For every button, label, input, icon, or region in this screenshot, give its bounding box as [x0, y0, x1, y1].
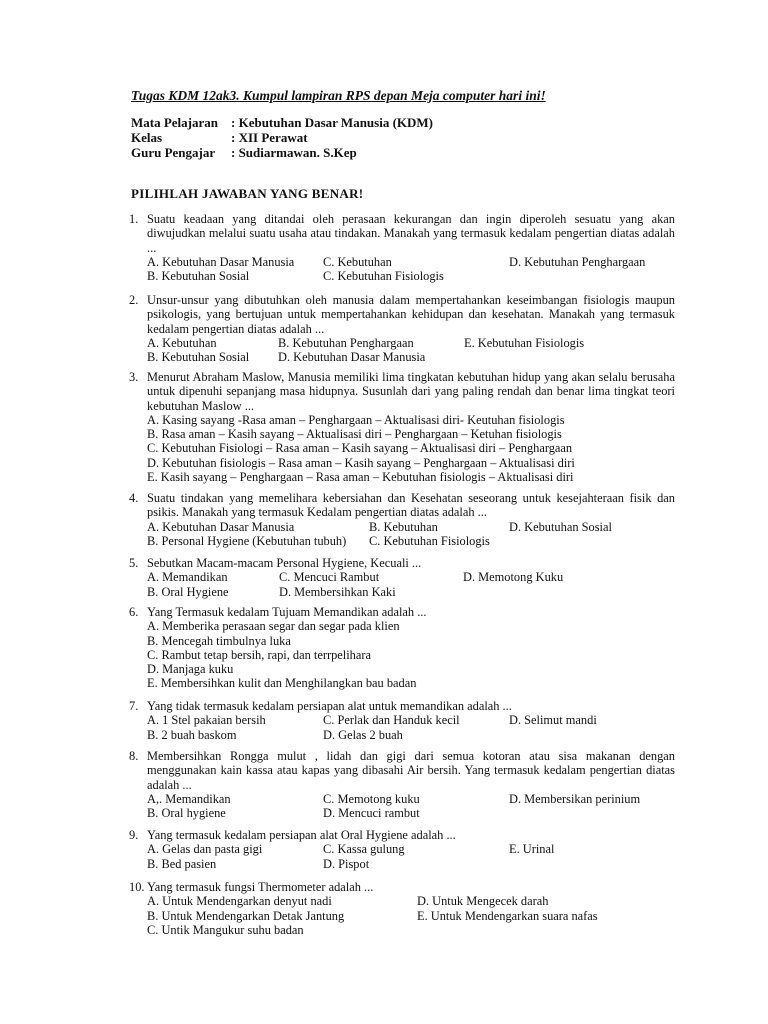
answer-row: [147, 634, 675, 648]
answer-option[interactable]: B. 2 buah baskom: [147, 727, 237, 742]
answer-row: [147, 728, 675, 742]
answer-options: [147, 619, 675, 690]
subject-value: : Kebutuhan Dasar Manusia (KDM): [231, 115, 434, 130]
question-number: 8.: [129, 749, 139, 763]
answer-option[interactable]: A. 1 Stel pakaian bersih: [147, 713, 266, 728]
question-text: Suatu keadaan yang ditandai oleh perasaan kekurangan dan ingin diperoleh sesuatu yang akan diwujudkan melalui suatu usaha atau tindakan. Manakah yang termasuk kedalam pengertian diatas adalah ...: [147, 212, 675, 255]
answer-row: [147, 923, 675, 937]
question-item: [129, 212, 675, 283]
answer-option[interactable]: C. Kebutuhan: [323, 254, 392, 269]
answer-row: [147, 806, 675, 820]
answer-row: [147, 470, 675, 484]
question-text: Sebutkan Macam-macam Personal Hygiene, Kecuali ...: [147, 556, 422, 570]
answer-row: [147, 441, 675, 455]
answer-option[interactable]: B. Kebutuhan Sosial: [147, 269, 250, 284]
answer-option[interactable]: D. Membersikan perinium: [509, 791, 641, 806]
subject-label: Mata Pelajaran: [131, 115, 219, 130]
question-item: [129, 605, 675, 691]
answer-row: [147, 676, 675, 690]
answer-options: [147, 520, 675, 549]
question-item: [129, 699, 675, 742]
answer-row: [147, 413, 675, 427]
answer-option[interactable]: B. Rasa aman – Kasih sayang – Aktualisasi diri – Penghargaan – Ketuhan fisiologis: [147, 427, 562, 442]
question-text: Menurut Abraham Maslow, Manusia memiliki lima tingkatan kebutuhan hidup yang akan selalu berusaha untuk dipenuhi sepanjang masa hidupnya. Susunlah dari yang paling rendah dan benar lima tingkat teori kebutuhan Maslow ...: [147, 370, 675, 413]
answer-row: [147, 909, 675, 923]
question-text: Yang Termasuk kedalam Tujuam Memandikan adalah ...: [147, 605, 427, 619]
question-number: 2.: [129, 293, 139, 307]
answer-option[interactable]: B. Kebutuhan Sosial: [147, 350, 250, 365]
question-item: [129, 293, 675, 364]
answer-option[interactable]: C. Kebutuhan Fisiologi – Rasa aman – Kasih sayang – Aktualisasi diri – Penghargaan: [147, 441, 573, 456]
question-item: [129, 491, 675, 548]
question-number: 6.: [129, 605, 139, 619]
answer-option[interactable]: B. Kebutuhan: [369, 519, 438, 534]
answer-option[interactable]: D. Manjaga kuku: [147, 662, 234, 677]
answer-option[interactable]: C. Memotong kuku: [323, 791, 420, 806]
teacher-label: Guru Pengajar: [131, 145, 216, 160]
answer-row: [147, 456, 675, 470]
answer-option[interactable]: D. Memotong Kuku: [463, 570, 564, 585]
answer-option[interactable]: A. Kebutuhan: [147, 335, 217, 350]
answer-option[interactable]: C. Rambut tetap bersih, rapi, dan terrpelihara: [147, 647, 371, 662]
answer-option[interactable]: D. Gelas 2 buah: [323, 727, 403, 742]
answer-options: [147, 894, 675, 937]
answer-option[interactable]: B. Bed pasien: [147, 856, 217, 871]
answer-row: [147, 857, 675, 871]
answer-option[interactable]: A,. Memandikan: [147, 791, 231, 806]
answer-option[interactable]: E. Kebutuhan Fisiologis: [464, 335, 585, 350]
answer-options: [147, 255, 675, 284]
answer-row: [147, 894, 675, 908]
answer-option[interactable]: D. Kebutuhan fisiologis – Rasa aman – Kasih sayang – Penghargaan – Aktualisasi diri: [147, 455, 575, 470]
answer-row: [147, 713, 675, 727]
class-value: : XII Perawat: [231, 130, 308, 145]
answer-option[interactable]: C. Kebutuhan Fisiologis: [369, 533, 490, 548]
answer-options: [147, 713, 675, 742]
question-number: 3.: [129, 370, 139, 384]
answer-options: [147, 336, 675, 365]
answer-option[interactable]: D. Kebutuhan Dasar Manusia: [278, 350, 426, 365]
question-text: Yang termasuk kedalam persiapan alat Oral Hygiene adalah ...: [147, 828, 456, 842]
answer-row: [147, 427, 675, 441]
answer-options: [147, 413, 675, 484]
answer-row: [147, 269, 675, 283]
answer-row: [147, 792, 675, 806]
assignment-title: Tugas KDM 12ak3. Kumpul lampiran RPS depan Meja computer hari ini!: [131, 88, 546, 103]
answer-options: [147, 792, 675, 821]
answer-row: [147, 350, 675, 364]
answer-option[interactable]: E. Urinal: [509, 842, 555, 857]
class-label: Kelas: [131, 130, 163, 145]
answer-option[interactable]: B. Personal Hygiene (Kebutuhan tubuh): [147, 533, 347, 548]
question-number: 1.: [129, 212, 139, 226]
question-item: [129, 370, 675, 484]
answer-options: [147, 842, 675, 871]
question-item: [129, 880, 675, 937]
question-text: Yang termasuk fungsi Thermometer adalah ...: [147, 880, 374, 894]
answer-option[interactable]: A. Memandikan: [147, 570, 228, 585]
answer-option[interactable]: D. Mencuci rambut: [323, 806, 420, 821]
answer-option[interactable]: B. Kebutuhan Penghargaan: [278, 335, 414, 350]
question-text: Suatu tindakan yang memelihara kebersiahan dan Kesehatan seseorang untuk kesejahteraan fisik dan psikis. Manakah yang termasuk Kedalam pengertian diatas adalah ...: [147, 491, 675, 520]
answer-option[interactable]: D. Kebutuhan Penghargaan: [509, 254, 646, 269]
answer-option[interactable]: E. Untuk Mendengarkan suara nafas: [417, 908, 598, 923]
question-number: 4.: [129, 491, 139, 505]
question-item: [129, 556, 675, 599]
question-item: [129, 749, 675, 820]
answer-row: [147, 662, 675, 676]
answer-row: [147, 585, 675, 599]
answer-options: [147, 570, 675, 599]
answer-row: [147, 255, 675, 269]
answer-option[interactable]: A. Gelas dan pasta gigi: [147, 842, 263, 857]
answer-option[interactable]: C. Untik Mangukur suhu badan: [147, 922, 304, 937]
answer-option[interactable]: D. Membersihkan Kaki: [279, 584, 396, 599]
answer-option[interactable]: E. Kasih sayang – Penghargaan – Rasa aman – Kebutuhan fisiologis – Aktualisasi diri: [147, 470, 574, 485]
answer-row: [147, 842, 675, 856]
question-number: 7.: [129, 699, 139, 713]
answer-option[interactable]: D. Untuk Mengecek darah: [417, 894, 549, 909]
question-item: [129, 828, 675, 871]
answer-option[interactable]: D. Kebutuhan Sosial: [509, 519, 612, 534]
question-number: 10.: [129, 880, 145, 894]
answer-row: [147, 336, 675, 350]
question-text: Unsur-unsur yang dibutuhkan oleh manusia dalam mempertahankan keseimbangan fisiologis maupun psikologis, yang bertujuan untuk mempertahankan kehidupan dan kesehatan. Manakah yang termasuk kedalam pengertian diatas adalah ...: [147, 293, 675, 336]
question-number: 9.: [129, 828, 139, 842]
answer-option[interactable]: A. Untuk Mendengarkan denyut nadi: [147, 894, 332, 909]
answer-option[interactable]: A. Kasing sayang -Rasa aman – Penghargaan – Aktualisasi diri- Keutuhan fisiologis: [147, 412, 565, 427]
answer-option[interactable]: D. Pispot: [323, 856, 370, 871]
answer-row: [147, 648, 675, 662]
question-text: Membersihkan Rongga mulut , lidah dan gigi dari semua kotoran atau sisa makanan dengan menggunakan kain kassa atau kapas yang dibasahi Air bersih. Yang termasuk kedalam pengertian diatas adalah ...: [147, 749, 675, 792]
answer-option[interactable]: C. Kassa gulung: [323, 842, 405, 857]
answer-option[interactable]: B. Oral hygiene: [147, 806, 226, 821]
answer-option[interactable]: B. Mencegah timbulnya luka: [147, 633, 291, 648]
answer-option[interactable]: B. Oral Hygiene: [147, 584, 229, 599]
answer-option[interactable]: A. Kebutuhan Dasar Manusia: [147, 519, 295, 534]
teacher-value: : Sudiarmawan. S.Kep: [231, 145, 357, 160]
answer-option[interactable]: C. Perlak dan Handuk kecil: [323, 713, 460, 728]
answer-row: [147, 520, 675, 534]
answer-row: [147, 534, 675, 548]
answer-row: [147, 619, 675, 633]
answer-option[interactable]: D. Selimut mandi: [509, 713, 597, 728]
answer-option[interactable]: A. Memberika perasaan segar dan segar pada klien: [147, 619, 400, 634]
question-number: 5.: [129, 556, 139, 570]
answer-option[interactable]: E. Membersihkan kulit dan Menghilangkan bau badan: [147, 676, 417, 691]
answer-row: [147, 570, 675, 584]
instruction-heading: PILIHLAH JAWABAN YANG BENAR!: [131, 186, 364, 201]
answer-option[interactable]: C. Kebutuhan Fisiologis: [323, 269, 444, 284]
question-text: Yang tidak termasuk kedalam persiapan alat untuk memandikan adalah ...: [147, 699, 512, 713]
answer-option[interactable]: B. Untuk Mendengarkan Detak Jantung: [147, 908, 345, 923]
answer-option[interactable]: C. Mencuci Rambut: [279, 570, 380, 585]
answer-option[interactable]: A. Kebutuhan Dasar Manusia: [147, 254, 295, 269]
